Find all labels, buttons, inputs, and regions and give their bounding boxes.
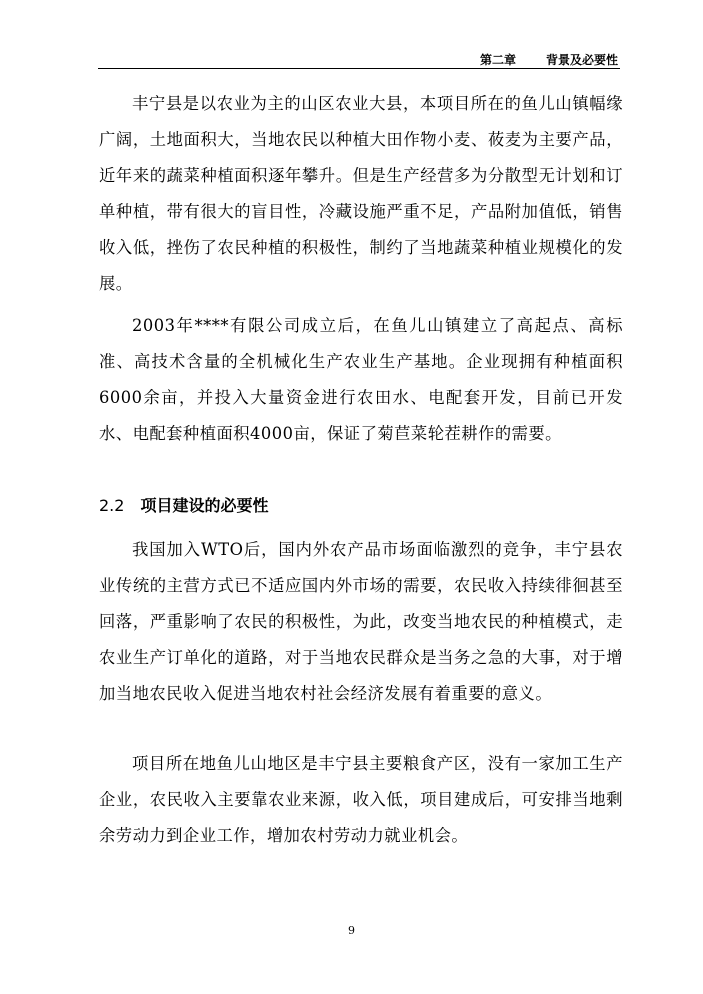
paragraph-2: 2003年****有限公司成立后，在鱼儿山镇建立了高起点、高标准、高技术含量的全机械化生产农业生产基地。企业现拥有种植面积6000余亩，并投入大量资金进行农田水、电配套开发，目前已开发水、电配套种植面积4000亩，保证了菊苣菜轮茬耕作的需要。 <box>99 316 623 443</box>
section-number: 2.2 <box>99 496 125 515</box>
header-title: 背景及必要性 <box>545 53 618 67</box>
paragraph-4: 项目所在地鱼儿山地区是丰宁县主要粮食产区，没有一家加工生产企业，农民收入主要靠农业来源，收入低，项目建成后，可安排当地剩余劳动力到企业工作，增加农村劳动力就业机会。 <box>99 754 623 845</box>
section-title: 项目建设的必要性 <box>140 496 269 515</box>
header-chapter: 第二章 <box>479 53 516 67</box>
page-header <box>98 48 620 69</box>
paragraph-1: 丰宁县是以农业为主的山区农业大县，本项目所在的鱼儿山镇幅缘广阔，土地面积大，当地农民以种植大田作物小麦、莜麦为主要产品，近年来的蔬菜种植面积逐年攀升。但是生产经营多为分散型无计划和订单种植，带有很大的盲目性，冷藏设施严重不足，产品附加值低，销售收入低，挫伤了农民种植的积极性，制约了当地蔬菜种植业规模化的发展。 <box>99 94 623 293</box>
page-number: 9 <box>348 924 355 937</box>
paragraph-3: 我国加入WTO后，国内外农产品市场面临激烈的竞争，丰宁县农业传统的主营方式已不适应国内外市场的需要，农民收入持续徘徊甚至回落，严重影响了农民的积极性，为此，改变当地农民的种植模式，走农业生产订单化的道路，对于当地农民群众是当务之急的大事，对于增加当地农民收入促进当地农村社会经济发展有着重要的意义。 <box>99 540 623 703</box>
section-heading <box>99 492 268 520</box>
